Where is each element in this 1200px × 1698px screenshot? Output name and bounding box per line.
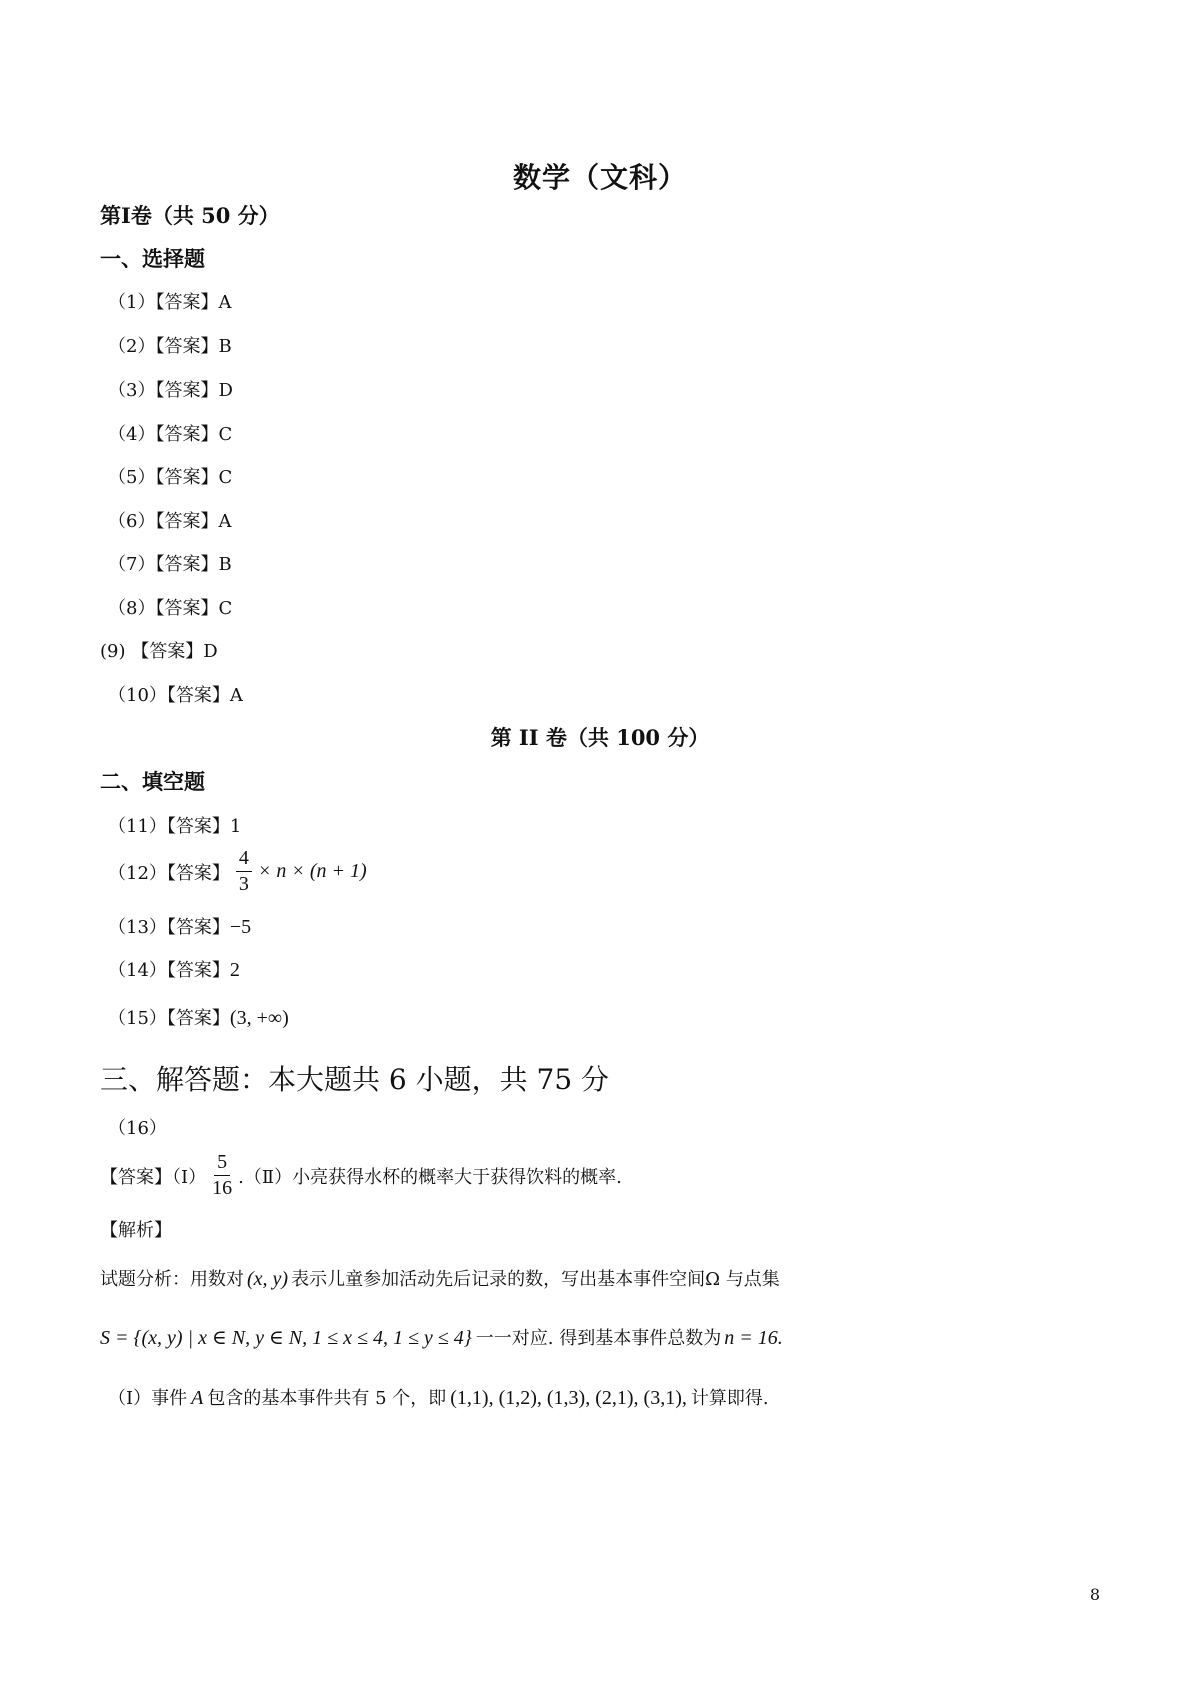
event-outcomes: (1,1), (1,2), (1,3), (2,1), (3,1), (450, 1387, 687, 1409)
analysis-text: 计算即得. (690, 1388, 769, 1409)
answer-q1: （1）【答案】A (108, 292, 232, 313)
q16-answer-label: 【答案】（Ⅰ） (100, 1166, 207, 1188)
fraction-denominator: 16 (212, 1177, 233, 1199)
answer-q14 (108, 956, 240, 982)
answer-q5: （5）【答案】C (108, 467, 233, 488)
answer-q9: (9) 【答案】D (100, 641, 218, 662)
answer-q13-value: −5 (229, 916, 252, 938)
answer-q2: （2）【答案】B (108, 336, 232, 357)
answer-q11-label: （11）【答案】 (108, 816, 230, 837)
answer-q15-label: （15）【答案】 (108, 1008, 230, 1029)
q16-analysis-label: 【解析】 (100, 1220, 172, 1241)
set-definition: S = {(x, y) | x ∈ N, y ∈ N, 1 ≤ x ≤ 4, 1 ≤ y ≤ 4} (100, 1327, 472, 1349)
section-fill-heading: 二、填空题 (100, 769, 205, 794)
part1-heading: 第Ⅰ卷（共 50 分） (100, 203, 280, 228)
answer-q6: （6）【答案】A (108, 511, 232, 532)
analysis-text: 一一对应. 得到基本事件总数为 (475, 1328, 722, 1349)
answer-q14-value: 2 (229, 959, 240, 981)
answer-q3: （3）【答案】D (108, 380, 233, 401)
pair-notation: (x, y) (247, 1268, 289, 1290)
q16-analysis-line-3 (108, 1384, 769, 1410)
answer-q15-value: (3, +∞) (229, 1007, 289, 1029)
event-variable: A (191, 1387, 204, 1409)
answer-q8: （8）【答案】C (108, 598, 233, 619)
answer-q10: （10）【答案】A (108, 685, 243, 706)
part2-heading: 第 II 卷（共 100 分） (490, 725, 710, 750)
section-choice-heading: 一、选择题 (100, 246, 205, 271)
page-number: 8 (1089, 1585, 1100, 1604)
section-solution-heading: 三、解答题：本大题共 6 小题，共 75 分 (100, 1063, 610, 1096)
answer-q13 (108, 913, 251, 939)
answer-q11-value: 1 (229, 816, 242, 837)
fraction-denominator: 3 (238, 873, 249, 895)
answer-q13-label: （13）【答案】 (108, 917, 230, 938)
answer-q15 (108, 1004, 289, 1030)
answer-q14-label: （14）【答案】 (108, 960, 230, 981)
answer-q12-expression: × n × (n + 1) (257, 860, 367, 882)
fraction-numerator: 4 (236, 848, 252, 872)
total-count: n = 16. (724, 1327, 783, 1349)
page-title: 数学（文科） (512, 161, 687, 194)
answer-q7: （7）【答案】B (108, 554, 232, 575)
q16-answer-fraction (212, 1152, 232, 1199)
analysis-text: 包含的基本事件共有 5 个，即 (207, 1388, 447, 1409)
fraction-numerator: 5 (214, 1152, 230, 1176)
q16-answer-line (100, 1152, 622, 1199)
answer-q12-label: （12）【答案】 (108, 862, 230, 884)
q16-answer-text: .（Ⅱ）小亮获得水杯的概率大于获得饮料的概率. (238, 1166, 622, 1188)
answer-q4: （4）【答案】C (108, 424, 233, 445)
answer-q11 (108, 812, 241, 838)
analysis-text: （Ⅰ）事件 (108, 1388, 188, 1409)
answer-q12-fraction (236, 848, 252, 895)
analysis-text: 试题分析：用数对 (100, 1269, 244, 1290)
question-16-number: （16） (108, 1118, 167, 1139)
q16-analysis-line-1 (100, 1265, 780, 1291)
analysis-text: 表示儿童参加活动先后记录的数，写出基本事件空间Ω 与点集 (291, 1269, 780, 1290)
answer-q12 (108, 848, 367, 895)
q16-analysis-line-2 (100, 1324, 783, 1350)
